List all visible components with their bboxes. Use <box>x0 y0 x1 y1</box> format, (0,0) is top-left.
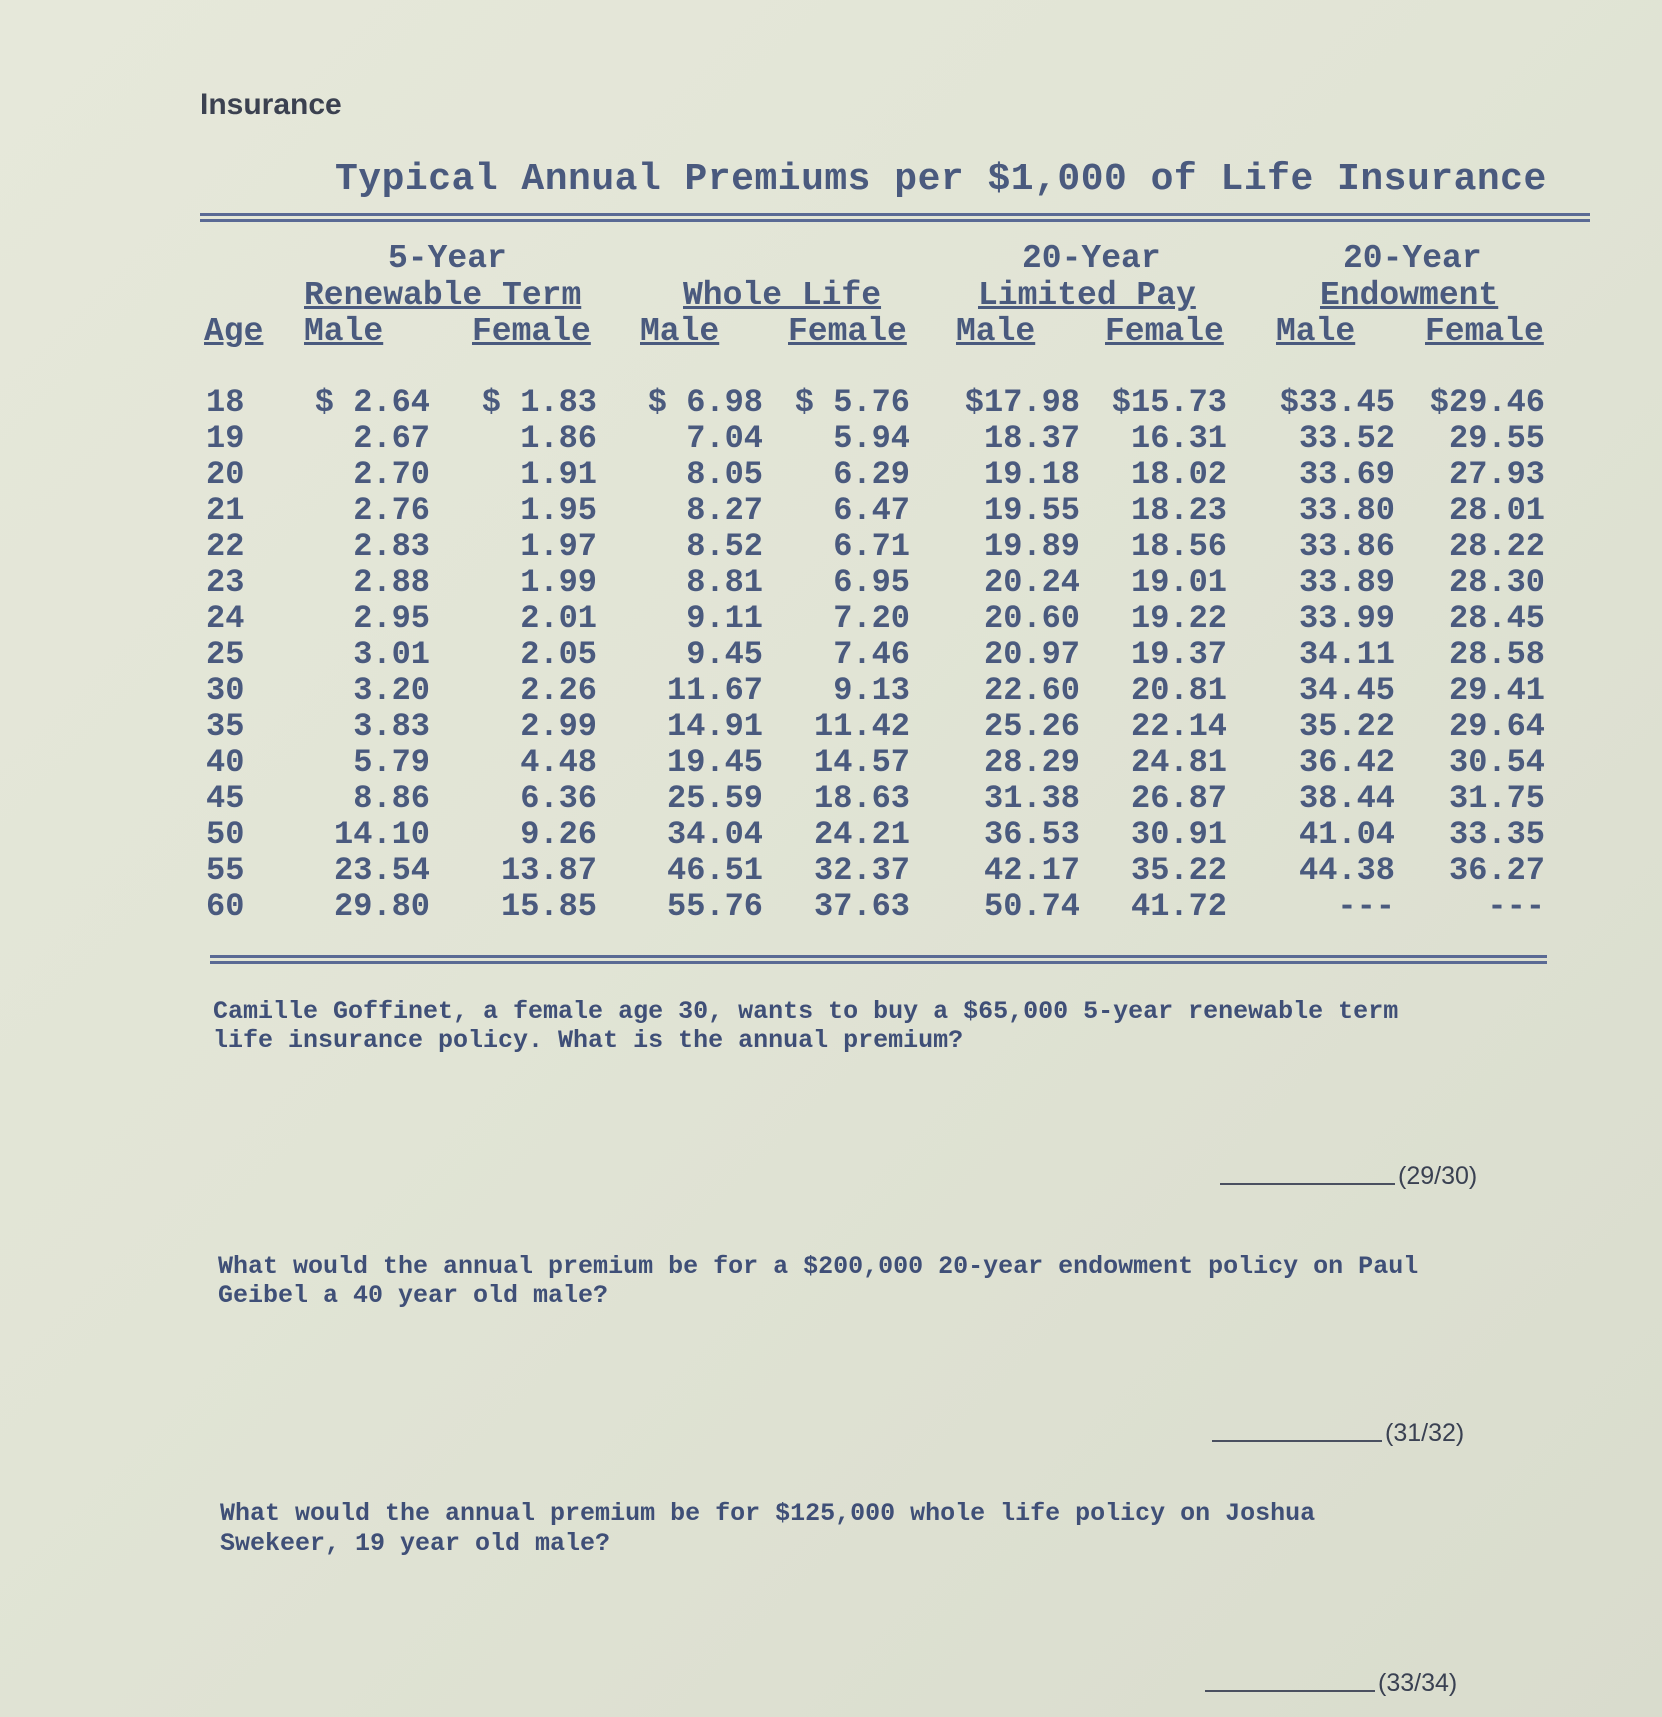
cell-endowment-female: 29.41 <box>1448 672 1545 709</box>
answer-blank-2[interactable] <box>1212 1440 1382 1442</box>
cell-wholelife-male: 9.45 <box>686 636 763 673</box>
question-3-line-1: What would the annual premium be for $125,000 whole life policy on Joshua <box>220 1499 1316 1528</box>
group-renewable-term-line2: Renewable Term <box>304 277 582 314</box>
cell-renewable-male: $ 2.64 <box>314 384 430 421</box>
cell-wholelife-male: 8.05 <box>686 456 763 493</box>
cell-wholelife-male: 11.67 <box>666 672 763 709</box>
cell-limitedpay-male: 20.97 <box>983 636 1080 673</box>
cell-endowment-male: $33.45 <box>1279 384 1395 421</box>
question-2-line-2: Geibel a 40 year old male? <box>218 1281 609 1310</box>
cell-renewable-female: 2.01 <box>520 600 597 637</box>
cell-limitedpay-male: 25.26 <box>983 708 1080 745</box>
cell-wholelife-male: 8.52 <box>686 528 763 565</box>
cell-wholelife-male: 55.76 <box>666 888 763 925</box>
cell-renewable-female: 13.87 <box>500 852 597 889</box>
cell-renewable-male: 3.20 <box>353 672 430 709</box>
group-limited-pay-line1: 20-Year <box>1022 240 1161 277</box>
cell-endowment-female: 28.58 <box>1448 636 1545 673</box>
cell-renewable-male: 2.95 <box>353 600 430 637</box>
cell-renewable-male: 3.01 <box>353 636 430 673</box>
cell-age: 22 <box>206 528 245 565</box>
cell-renewable-female: 15.85 <box>500 888 597 925</box>
cell-age: 25 <box>206 636 245 673</box>
column-header-limitedpay-male: Male <box>956 313 1036 350</box>
column-header-limitedpay-female: Female <box>1105 313 1224 350</box>
cell-renewable-female: 2.99 <box>520 708 597 745</box>
cell-renewable-female: 1.95 <box>520 492 597 529</box>
group-endowment-line1: 20-Year <box>1343 240 1482 277</box>
cell-wholelife-female: 7.20 <box>833 600 910 637</box>
cell-wholelife-female: 9.13 <box>833 672 910 709</box>
cell-renewable-female: 9.26 <box>520 816 597 853</box>
cell-wholelife-female: 5.94 <box>833 420 910 457</box>
cell-wholelife-female: 6.29 <box>833 456 910 493</box>
cell-renewable-female: 1.86 <box>520 420 597 457</box>
cell-endowment-male: 33.86 <box>1298 528 1395 565</box>
cell-renewable-male: 2.83 <box>353 528 430 565</box>
cell-wholelife-male: $ 6.98 <box>647 384 763 421</box>
cell-limitedpay-male: 28.29 <box>983 744 1080 781</box>
column-header-age: Age <box>204 313 264 350</box>
cell-endowment-male: 34.11 <box>1298 636 1395 673</box>
group-endowment-line2: Endowment <box>1320 277 1499 314</box>
cell-limitedpay-female: 18.23 <box>1130 492 1227 529</box>
cell-endowment-male: 34.45 <box>1298 672 1395 709</box>
answer-code-2: (31/32) <box>1385 1419 1465 1447</box>
cell-renewable-female: 6.36 <box>520 780 597 817</box>
cell-wholelife-female: 14.57 <box>813 744 910 781</box>
group-whole-life: Whole Life <box>683 277 882 314</box>
question-3-line-2: Swekeer, 19 year old male? <box>220 1529 611 1558</box>
cell-limitedpay-female: 19.37 <box>1130 636 1227 673</box>
cell-wholelife-male: 19.45 <box>666 744 763 781</box>
cell-age: 45 <box>206 780 245 817</box>
cell-age: 30 <box>206 672 245 709</box>
cell-endowment-female: 28.22 <box>1448 528 1545 565</box>
cell-endowment-female: 29.55 <box>1448 420 1545 457</box>
cell-limitedpay-female: 20.81 <box>1130 672 1227 709</box>
answer-code-3: (33/34) <box>1378 1669 1458 1697</box>
cell-age: 60 <box>206 888 245 925</box>
cell-endowment-male: --- <box>1337 888 1395 925</box>
column-header-wholelife-female: Female <box>788 313 907 350</box>
cell-renewable-male: 5.79 <box>353 744 430 781</box>
cell-endowment-male: 33.80 <box>1298 492 1395 529</box>
cell-limitedpay-female: 19.01 <box>1130 564 1227 601</box>
cell-wholelife-female: $ 5.76 <box>794 384 910 421</box>
cell-limitedpay-male: 31.38 <box>983 780 1080 817</box>
cell-limitedpay-female: 18.56 <box>1130 528 1227 565</box>
cell-limitedpay-male: 22.60 <box>983 672 1080 709</box>
cell-renewable-male: 2.76 <box>353 492 430 529</box>
cell-renewable-male: 23.54 <box>333 852 430 889</box>
table-title: Typical Annual Premiums per $1,000 of Life Insurance <box>335 158 1547 201</box>
cell-wholelife-male: 8.27 <box>686 492 763 529</box>
cell-endowment-female: 31.75 <box>1448 780 1545 817</box>
column-header-wholelife-male: Male <box>640 313 720 350</box>
cell-limitedpay-female: 41.72 <box>1130 888 1227 925</box>
cell-endowment-male: 36.42 <box>1298 744 1395 781</box>
cell-wholelife-female: 6.95 <box>833 564 910 601</box>
answer-blank-1[interactable] <box>1220 1183 1395 1185</box>
group-limited-pay-line2: Limited Pay <box>978 277 1196 314</box>
cell-limitedpay-male: 18.37 <box>983 420 1080 457</box>
cell-endowment-female: 33.35 <box>1448 816 1545 853</box>
cell-wholelife-female: 18.63 <box>813 780 910 817</box>
cell-endowment-male: 33.52 <box>1298 420 1395 457</box>
cell-age: 18 <box>206 384 245 421</box>
cell-age: 50 <box>206 816 245 853</box>
cell-endowment-female: 27.93 <box>1448 456 1545 493</box>
cell-wholelife-female: 6.71 <box>833 528 910 565</box>
column-header-renewable-male: Male <box>304 313 384 350</box>
cell-wholelife-male: 8.81 <box>686 564 763 601</box>
group-renewable-term-line1: 5-Year <box>388 240 507 277</box>
cell-limitedpay-female: 16.31 <box>1130 420 1227 457</box>
cell-renewable-female: 1.99 <box>520 564 597 601</box>
cell-wholelife-female: 37.63 <box>813 888 910 925</box>
cell-renewable-male: 2.88 <box>353 564 430 601</box>
cell-wholelife-male: 34.04 <box>666 816 763 853</box>
cell-renewable-female: 2.26 <box>520 672 597 709</box>
cell-limitedpay-male: 36.53 <box>983 816 1080 853</box>
cell-age: 40 <box>206 744 245 781</box>
cell-wholelife-female: 24.21 <box>813 816 910 853</box>
cell-limitedpay-male: 50.74 <box>983 888 1080 925</box>
cell-endowment-female: $29.46 <box>1429 384 1545 421</box>
cell-endowment-male: 41.04 <box>1298 816 1395 853</box>
cell-age: 23 <box>206 564 245 601</box>
table-bottom-rule <box>210 955 1547 964</box>
cell-renewable-male: 3.83 <box>353 708 430 745</box>
question-1-line-2: life insurance policy. What is the annual premium? <box>213 1026 964 1055</box>
cell-endowment-female: --- <box>1487 888 1545 925</box>
cell-wholelife-male: 9.11 <box>686 600 763 637</box>
answer-code-1: (29/30) <box>1398 1162 1478 1190</box>
cell-renewable-male: 29.80 <box>333 888 430 925</box>
cell-limitedpay-female: 18.02 <box>1130 456 1227 493</box>
question-2-line-1: What would the annual premium be for a $200,000 20-year endowment policy on Paul <box>218 1252 1419 1281</box>
cell-endowment-female: 28.30 <box>1448 564 1545 601</box>
cell-endowment-female: 36.27 <box>1448 852 1545 889</box>
cell-limitedpay-female: 24.81 <box>1130 744 1227 781</box>
cell-limitedpay-male: $17.98 <box>964 384 1080 421</box>
cell-limitedpay-female: 26.87 <box>1130 780 1227 817</box>
cell-limitedpay-male: 19.55 <box>983 492 1080 529</box>
cell-endowment-male: 35.22 <box>1298 708 1395 745</box>
cell-age: 21 <box>206 492 245 529</box>
cell-limitedpay-male: 20.24 <box>983 564 1080 601</box>
cell-age: 55 <box>206 852 245 889</box>
answer-blank-3[interactable] <box>1205 1690 1375 1692</box>
cell-limitedpay-female: 30.91 <box>1130 816 1227 853</box>
column-header-endowment-female: Female <box>1425 313 1544 350</box>
cell-renewable-male: 2.70 <box>353 456 430 493</box>
cell-renewable-female: 1.97 <box>520 528 597 565</box>
cell-endowment-male: 33.69 <box>1298 456 1395 493</box>
cell-endowment-male: 44.38 <box>1298 852 1395 889</box>
cell-renewable-female: 2.05 <box>520 636 597 673</box>
column-header-renewable-female: Female <box>472 313 591 350</box>
cell-limitedpay-male: 20.60 <box>983 600 1080 637</box>
cell-wholelife-male: 46.51 <box>666 852 763 889</box>
cell-endowment-male: 33.89 <box>1298 564 1395 601</box>
cell-endowment-female: 30.54 <box>1448 744 1545 781</box>
cell-renewable-female: $ 1.83 <box>481 384 597 421</box>
column-header-endowment-male: Male <box>1276 313 1356 350</box>
cell-endowment-female: 28.45 <box>1448 600 1545 637</box>
cell-renewable-female: 4.48 <box>520 744 597 781</box>
cell-endowment-female: 28.01 <box>1448 492 1545 529</box>
cell-age: 19 <box>206 420 245 457</box>
cell-wholelife-male: 14.91 <box>666 708 763 745</box>
cell-wholelife-male: 7.04 <box>686 420 763 457</box>
cell-limitedpay-female: $15.73 <box>1111 384 1227 421</box>
cell-wholelife-female: 32.37 <box>813 852 910 889</box>
cell-renewable-male: 2.67 <box>353 420 430 457</box>
cell-limitedpay-female: 35.22 <box>1130 852 1227 889</box>
cell-limitedpay-female: 22.14 <box>1130 708 1227 745</box>
cell-renewable-male: 8.86 <box>353 780 430 817</box>
cell-limitedpay-male: 19.89 <box>983 528 1080 565</box>
cell-wholelife-female: 7.46 <box>833 636 910 673</box>
cell-wholelife-male: 25.59 <box>666 780 763 817</box>
cell-renewable-male: 14.10 <box>333 816 430 853</box>
cell-age: 35 <box>206 708 245 745</box>
table-top-rule <box>200 213 1590 222</box>
cell-endowment-female: 29.64 <box>1448 708 1545 745</box>
cell-wholelife-female: 6.47 <box>833 492 910 529</box>
cell-endowment-male: 38.44 <box>1298 780 1395 817</box>
cell-limitedpay-male: 19.18 <box>983 456 1080 493</box>
page-heading: Insurance <box>200 88 342 121</box>
cell-limitedpay-female: 19.22 <box>1130 600 1227 637</box>
question-1-line-1: Camille Goffinet, a female age 30, wants to buy a $65,000 5-year renewable term <box>213 997 1399 1026</box>
cell-age: 24 <box>206 600 245 637</box>
cell-renewable-female: 1.91 <box>520 456 597 493</box>
cell-endowment-male: 33.99 <box>1298 600 1395 637</box>
cell-wholelife-female: 11.42 <box>813 708 910 745</box>
cell-limitedpay-male: 42.17 <box>983 852 1080 889</box>
cell-age: 20 <box>206 456 245 493</box>
